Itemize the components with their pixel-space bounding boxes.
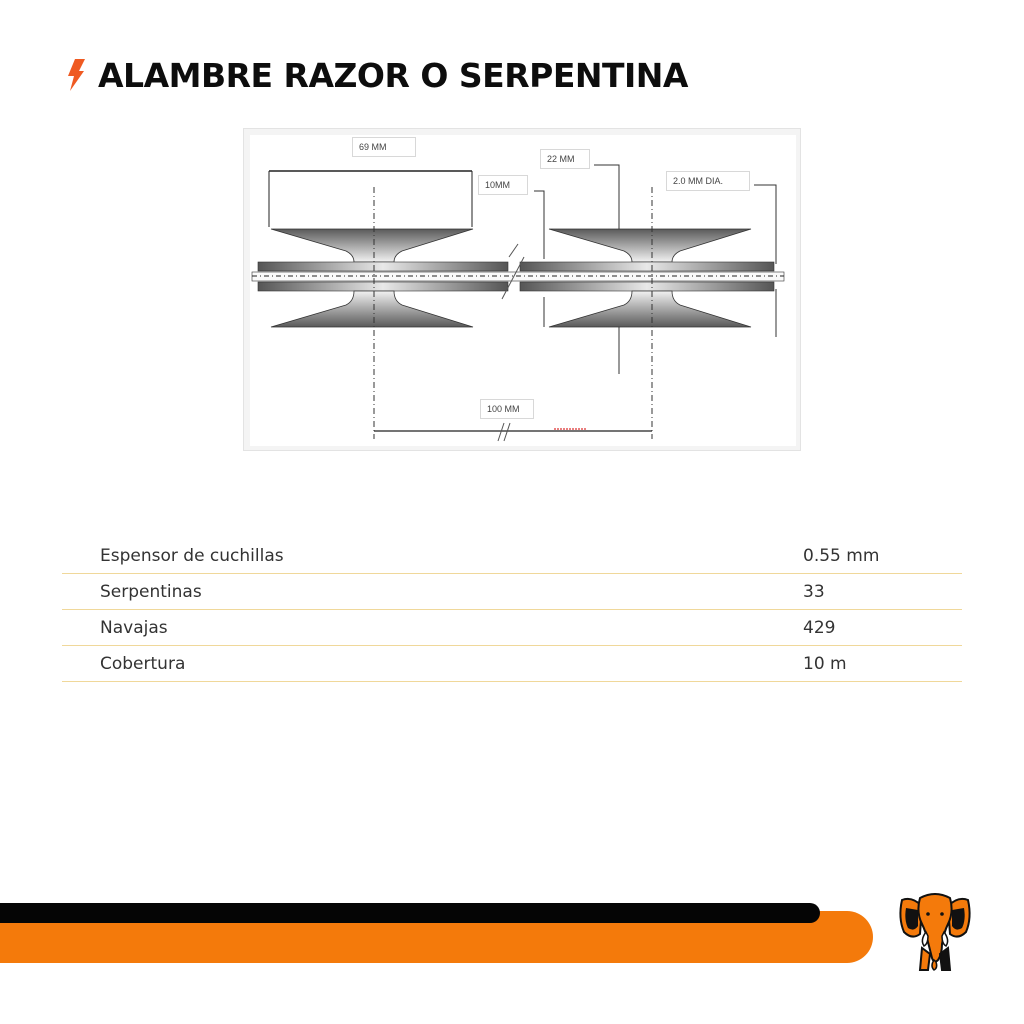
spec-label: Espensor de cuchillas [100, 546, 284, 566]
label-blade-height: 10MM [478, 175, 528, 195]
spec-value: 0.55 mm [803, 546, 880, 566]
label-blade-width: 69 MM [352, 137, 416, 157]
page-header [66, 52, 688, 98]
spec-label: Cobertura [100, 654, 186, 674]
lightning-bolt-icon [66, 59, 86, 91]
page-title: ALAMBRE RAZOR O SERPENTINA [98, 55, 688, 95]
label-blade-length: 22 MM [540, 149, 590, 169]
footer-black-bar [0, 903, 820, 923]
specs-table [62, 538, 962, 682]
spec-value: 33 [803, 582, 825, 602]
razor-wire-diagram [243, 128, 801, 451]
label-wire-diameter: 2.0 MM DIA. [666, 171, 750, 191]
spec-row [62, 646, 962, 682]
label-blade-spacing: 100 MM [480, 399, 534, 419]
spec-row [62, 610, 962, 646]
spec-label: Navajas [100, 618, 168, 638]
spec-row [62, 574, 962, 610]
spec-label: Serpentinas [100, 582, 202, 602]
spec-value: 429 [803, 618, 836, 638]
elephant-logo-icon [894, 888, 976, 972]
spec-value: 10 m [803, 654, 847, 674]
spec-row [62, 538, 962, 574]
